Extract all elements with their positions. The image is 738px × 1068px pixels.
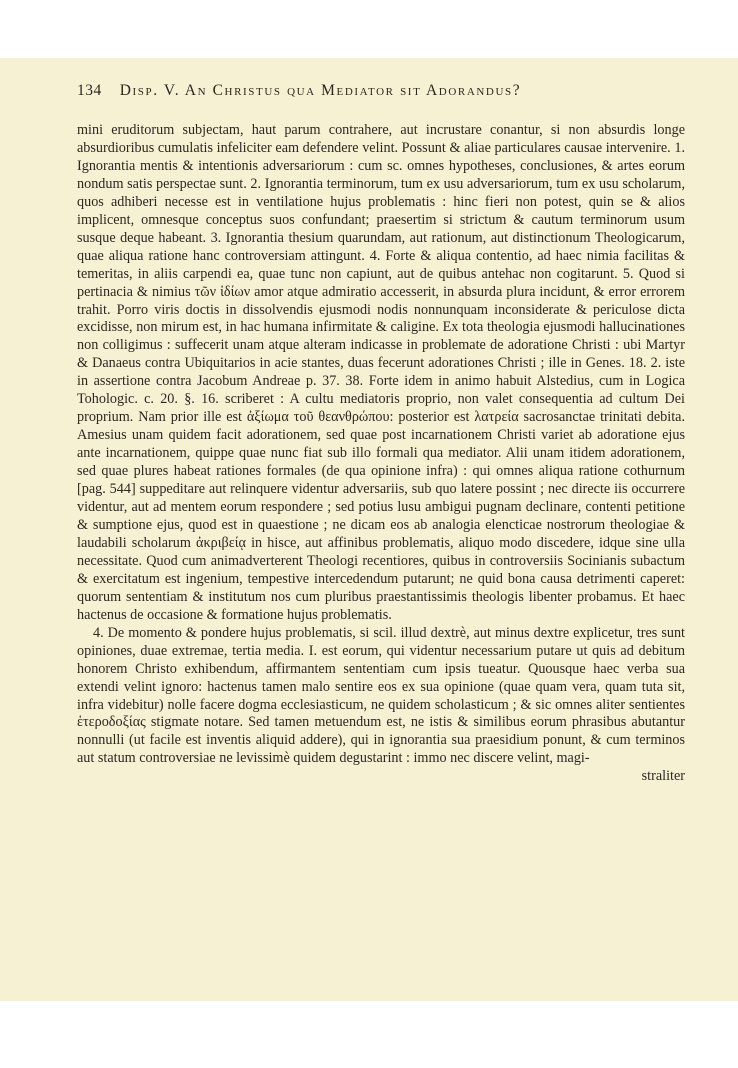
running-title: Disp. V. An Christus qua Mediator sit Adorandus?	[119, 82, 522, 99]
book-page	[0, 58, 738, 1001]
paragraph: mini eruditorum subjectam, haut parum contrahere, aut incrustare conantur, si non absurdis longe absurdioribus cumulatis infeliciter eam defendere velint. Possunt & aliae particulares causae intervenire. 1. Ignorantia mentis & intentionis adversariorum : cum sc. omnes hypotheses, conclusiones, & artes eorum nondum satis perspectae sunt. 2. Ignorantia terminorum, tum ex usu adversariorum, tum ex usu scholarum, quos adhiberi necesse est in ventilatione hujus problematis : hinc fieri non potest, quin se & alios implicent, omnesque conceptus suos confundant; praesertim si strictum & cautum terminorum usum susque deque habeant. 3. Ignorantia thesium quarundam, aut rationum, aut distinctionum Theologicarum, quae aliqua ratione hanc controversiam attingunt. 4. Forte & aliqua contentio, ad haec nimia facilitas & temeritas, in aliis carpendi ea, quae tunc non capiunt, aut de quibus antehac non cogitarunt. 5. Quod si pertinacia & nimius τῶν ἰδίων amor atque admiratio accesserit, in absurda plura incidunt, & error errorem trahit. Porro viris doctis in dissolvendis ejusmodi nodis nonnunquam inconsiderate & periculose dicta excidisse, non mirum est, in hac humana infirmitate & caligine. Ex tota theologia ejusmodi hallucinationes non colligimus : suffecerit unam atque alteram indicasse in problemate de adoratione Christi : ubi Martyr & Danaeus contra Ubiquitarios in acie stantes, duas fecerunt adorationes Christi ; ille in Genes. 18. 2. iste in assertione contra Jacobum Andreae p. 37. 38. Forte idem in animo habuit Alstedius, cum in Logica Tohologic. c. 20. §. 16. scriberet : A cultu mediatoris proprio, non valet consequentia ad cultum Dei proprium. Nam prior ille est ἀξίωμα τοῦ θεανθρώπου: posterior est λατρεία sacrosanctae trinitati debita. Amesius unam quidem facit adorationem, sed quae post incarnationem Christi variet ab adoratione ejus ante incarnationem, quippe quae nunc fiat sub illo formali qua mediator. Alii unam itidem adorationem, sed quae plures habeat rationes formales (de qua opinione infra) : qui omnes aliqua ratione cothurnum [pag. 544] suppeditare aut relinquere videntur adversariis, sub quo latere possint ; nec directe iis occurrere videntur, aut ad mentem eorum respondere ; sed potius lusu ambigui pugnam declinare, contenti petitione & sumptione ejus, quod est in quaestione ; ne dicam eos ab analogia elencticae nostrorum theologiae & laudabili scholarum ἀκριβείᾳ in hisce, aut affinibus problematis, aliquo modo discedere, idque sine ulla necessitate. Quod cum animadverterent Theologi recentiores, quibus in controversiis Socinianis subactum & exercitatum est ingenium, tempestive intercedendum putarunt; ne quid bona causa detrimenti caperet: quorum sententiam & institutum nos cum pluribus praestantissimis theologis libenter probamus. Et haec hactenus de occasione & formatione hujus problematis.	[77, 122, 685, 623]
running-head	[77, 82, 677, 100]
paragraph: 4. De momento & pondere hujus problematis, si scil. illud dextrè, aut minus dextre explicetur, tres sunt opiniones, duae extremae, tertia media. I. est eorum, qui videntur necessarium putare ut quis ad debitum honorem Christo exhibendum, affirmantem sententiam cum ipsis tueatur. Quousque haec verba sua extendi velint ignoro: hactenus tamen malo sentire eos ex sua opinione (quae quam vera, quam tuta sit, infra videbitur) nolle facere dogma ecclesiasticum, ne quidem scholasticum ; & sic omnes aliter sentientes ἑτεροδοξίας stigmate notare. Sed tamen metuendum est, ne istis & similibus eorum phrasibus abutantur nonnulli (ut facile est inventis aliquid addere), qui in ignorantia sua praesidium ponunt, & cum terminos aut statum controversiae ne levissimè quidem degustarint : immo nec discere velint, magi-	[77, 624, 685, 767]
page-number: 134	[77, 82, 102, 99]
catchword: straliter	[641, 768, 685, 785]
body-text	[77, 122, 685, 786]
